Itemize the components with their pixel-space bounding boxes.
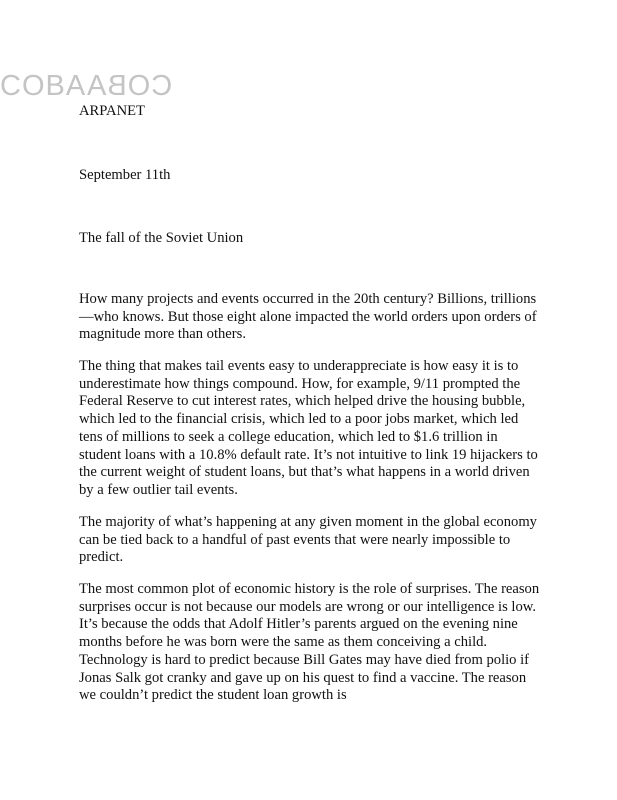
paragraph-tail-events: The thing that makes tail events easy to underappreciate is how easy it is to underestimate how things compound. How, for example, 9/11 prompted the Federal Reserve to cut interest rates, which helped drive the housing bubble, which led to the financial crisis, which led to a poor jobs market, which led tens of millions to seek a college education, which led to $1.6 trillion in student loans with a 10.8% default rate. It’s not intuitive to link 19 hijackers to the current weight of student loans, but that’s what happens in a world driven by a few outlier tail events. <box>79 358 538 498</box>
watermark-text-mirrored: COBA <box>86 70 173 102</box>
watermark-text-left: COBA <box>0 70 87 102</box>
list-item-arpanet: ARPANET <box>79 103 145 119</box>
watermark <box>0 72 172 101</box>
paragraph-projects-and-events: How many projects and events occurred in the 20th century? Billions, trillions—who knows. But those eight alone impacted the world orders upon orders of magnitude more than others. <box>79 291 537 343</box>
paragraph-global-economy: The majority of what’s happening at any given moment in the global economy can be tied back to a handful of past events that were nearly impossible to predict. <box>79 514 537 566</box>
list-item-september-11th: September 11th <box>79 167 171 183</box>
list-item-fall-of-soviet-union: The fall of the Soviet Union <box>79 230 244 246</box>
paragraph-economic-surprises: The most common plot of economic history is the role of surprises. The reason surprises occur is not because our models are wrong or our intelligence is low. It’s because the odds that Adolf Hitler’s parents argued on the evening nine months before he was born were the same as them conceiving a child. Technology is hard to predict because Bill Gates may have died from polio if Jonas Salk got cranky and gave up on his quest to find a vaccine. The reason we couldn’t predict the student loan growth is <box>79 581 540 704</box>
